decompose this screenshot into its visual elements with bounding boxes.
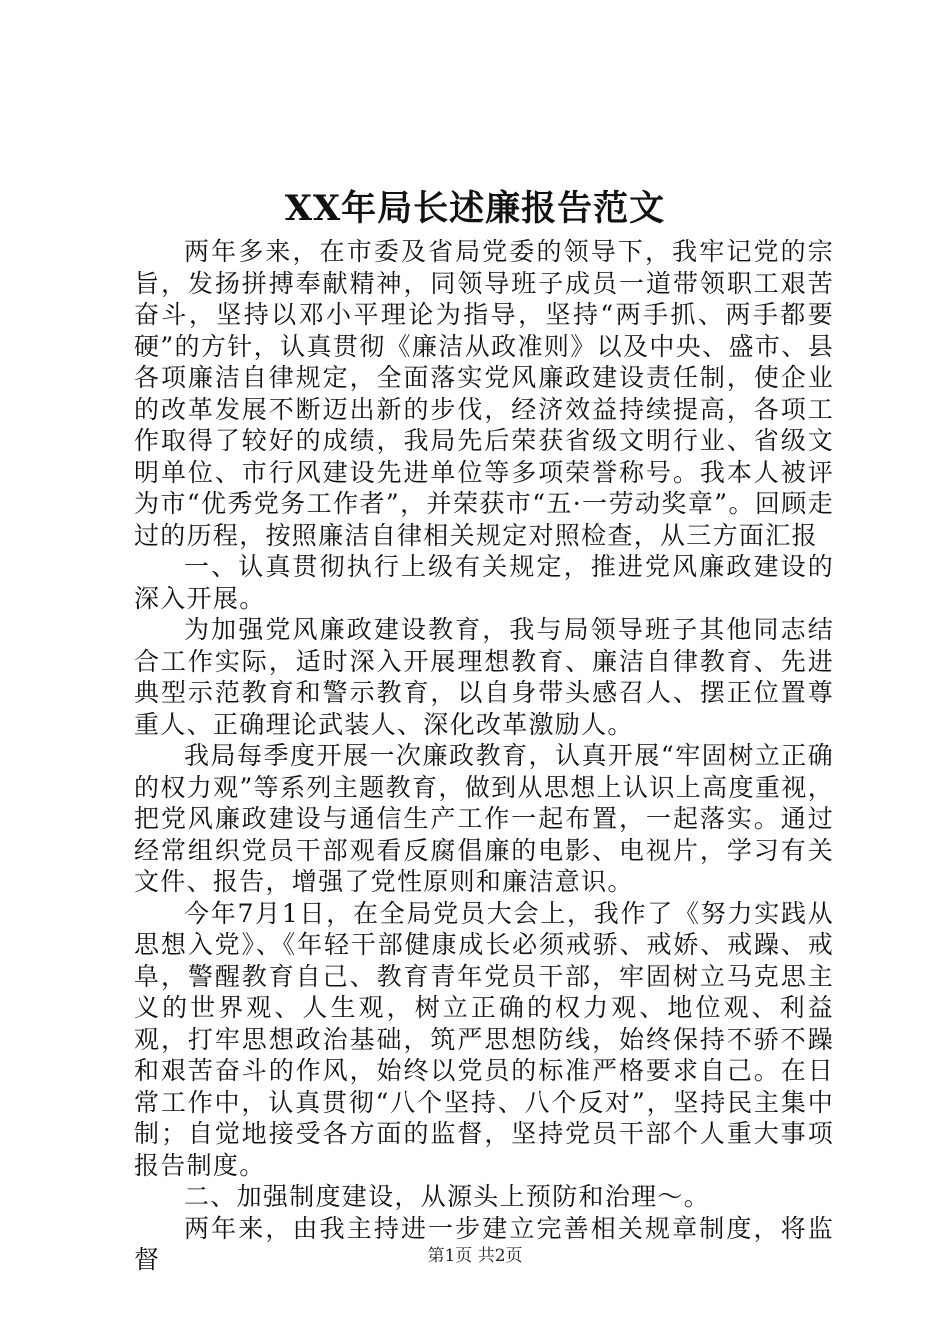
paragraph-quarterly: 我局每季度开展一次廉政教育，认真开展“牢固树立正确的权力观”等系列主题教育，做到从思想上认识上高度重视，把党风廉政建设与通信生产工作一起布置，一起落实。通过经常组织党员干部观看反腐倡廉的电影、电视片，学习有关文件、报告，增强了党性原则和廉洁意识。 bbox=[134, 741, 834, 896]
paragraph-system: 两年来，由我主持进一步建立完善相关规章制度，将监督 bbox=[134, 1213, 834, 1274]
document-body bbox=[134, 236, 834, 1276]
paragraph-education: 为加强党风廉政建设教育，我与局领导班子其他同志结合工作实际，适时深入开展理想教育、廉洁自律教育、先进典型示范教育和警示教育，以自身带头感召人、摆正位置尊重人、正确理论武装人、深化改革激励人。 bbox=[134, 615, 834, 739]
section-heading-2: 二、加强制度建设，从源头上预防和治理～。 bbox=[184, 1182, 711, 1211]
paragraph-july: 今年7月1日，在全局党员大会上，我作了《努力实践从思想入党》、《年轻干部健康成长必须戒骄、戒娇、戒躁、戒阜，警醒教育自己、教育青年党员干部，牢固树立马克思主义的世界观、人生观，树立正确的权力观、地位观、利益观，打牢思想政治基础，筑严思想防线，始终保持不骄不躁和艰苦奋斗的作风，始终以党员的标准严格要求自己。在日常工作中，认真贯彻“八个坚持、八个反对”，坚持民主集中制；自觉地接受各方面的监督，坚持党员干部个人重大事项报告制度。 bbox=[134, 898, 834, 1180]
section-heading-1: 一、认真贯彻执行上级有关规定，推进党风廉政建设的深入开展。 bbox=[134, 552, 834, 613]
page-number-footer: 第1页 共2页 bbox=[427, 1246, 523, 1266]
document-title: XX年局长述廉报告范文 bbox=[284, 188, 666, 229]
paragraph-intro: 两年多来，在市委及省局党委的领导下，我牢记党的宗旨，发扬拼搏奉献精神，同领导班子成员一道带领职工艰苦奋斗，坚持以邓小平理论为指导，坚持“两手抓、两手都要硬”的方针，认真贯彻《廉洁从政准则》以及中央、盛市、县各项廉洁自律规定，全面落实党风廉政建设责任制，使企业的改革发展不断迈出新的步伐，经济效益持续提高，各项工作取得了较好的成绩，我局先后荣获省级文明行业、省级文明单位、市行风建设先进单位等多项荣誉称号。我本人被评为市“优秀党务工作者”，并荣获市“五·一劳动奖章”。回顾走过的历程，按照廉洁自律相关规定对照检查，从三方面汇报 bbox=[134, 237, 834, 550]
